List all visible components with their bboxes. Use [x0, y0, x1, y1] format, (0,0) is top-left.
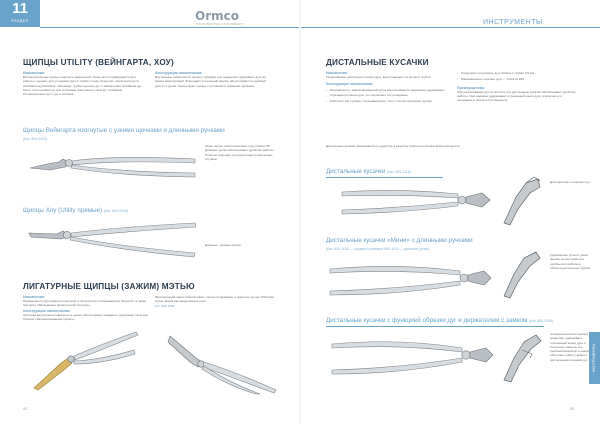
distal-cutter-3-title	[326, 317, 553, 324]
distal-cutter-3-image	[330, 330, 495, 380]
distal-cutter-1-title	[326, 168, 411, 175]
mathieu-design-text: Зубчатая внутренняя поверхность щечек обеспечивает надежное удержание лигатуры. Хорошо сбалансированная рукоять.	[23, 312, 149, 321]
mathieu-purpose-text: Применяются для захвата эластиков и лигатур при лигировании на брекетах, а также быстрого обвязывания проволочной лигатуры.	[23, 299, 147, 308]
mathieu-extra-text: Фиксирующий замок обеспечивает легкое открывание и закрытие щечек. Работает в руке врача как продолжение руки.	[155, 295, 275, 304]
mathieu-design-label: Конструкция наконечника:	[23, 308, 71, 313]
hou-pliers-caption: Длинные, прямые щечки.	[205, 243, 242, 247]
brand-tagline: YOUR PRACTICE. OUR PRIORITY.	[196, 22, 245, 26]
distal-cutter-2-image	[328, 255, 493, 303]
hou-pliers-image	[25, 217, 200, 262]
distal-cutter-1-closeup	[502, 175, 542, 225]
mathieu-pliers-title: ЛИГАТУРНЫЕ ЩИПЦЫ (ЗАЖИМ) МЭТЬЮ	[23, 282, 195, 291]
utility-design-label: Конструкция наконечника:	[155, 71, 203, 75]
utility-purpose-block	[23, 71, 145, 96]
section-number-caption: РАЗДЕЛ	[11, 18, 29, 23]
distal-left-column	[326, 71, 448, 103]
distal-cutter-1-caption: Для коротких и широких дуг.	[550, 180, 591, 184]
brand-logo: Ormco	[195, 9, 239, 23]
section-number-tab	[0, 0, 40, 27]
weingart-pliers-caption: Узкие щечки, расположенные под углом в 45°. Длинные ручки обеспечивают удобство работы. Отлично подходят для различных клинических случаев.	[205, 144, 275, 161]
utility-purpose-label: Назначение:	[23, 71, 46, 75]
distal-design-bullet: • Работают как с ранее откусывающими, так и с более крупными дугами.	[326, 99, 448, 103]
distal-design-list-left	[326, 88, 448, 103]
page-fold	[299, 0, 301, 424]
distal-design-bullet: • Максимальное сечение дуги — 0,021×0,025.	[457, 77, 577, 81]
header-rule-right	[301, 27, 600, 28]
side-section-tab: ИНСТРУМЕНТЫ	[589, 332, 600, 384]
distal-cutter-3-closeup	[502, 330, 544, 382]
distal-design-label: Конструкция наконечника:	[326, 82, 374, 87]
header-rule-left	[40, 27, 299, 28]
distal-design-bullet: • Безопасность: зафиксированный кусок обеспечивается надежным удержанием отрезанного конца дуги, что исключает его попадание.	[326, 88, 448, 97]
utility-pliers-title: ЩИПЦЫ UTILITY (ВЕЙНГАРТА, ХОУ)	[23, 58, 174, 67]
hou-pliers-title	[23, 207, 128, 214]
distal-cutter-2-ref: (Кат. 800-1118 — среднего размера 800-1119 — длинные ручки)	[326, 247, 430, 251]
weingart-pliers-title	[23, 127, 225, 134]
distal-cutter-2-closeup	[502, 248, 542, 298]
distal-design-list-right	[457, 71, 577, 82]
distal-cutter-1-image	[340, 180, 495, 220]
utility-design-text: Внутренние поверхности щечек с зубцами для надежного удержания дуги во время манипуляций. Благодаря утонченной форме обеспечивается удобный доступ к дугам. Существуют щипцы с угловыми и прямыми щечками.	[155, 75, 266, 88]
distal-cutter-1-rule	[326, 177, 443, 178]
mathieu-purpose-block	[23, 295, 150, 321]
distal-note: Дистальные кусачки различаются по удобству и качеству работы в клинике врача-ортодонта.	[326, 144, 461, 148]
mathieu-pliers-silver-image	[168, 332, 278, 394]
distal-cutter-2-ref-line	[326, 245, 429, 252]
distal-purpose-text: Укорачивание дистального конца дуги, выступающего из щечных трубок.	[326, 75, 432, 79]
mathieu-purpose-label: Назначение:	[23, 295, 46, 299]
hou-pliers-ref: (Кат. 800-0349)	[103, 209, 129, 213]
page-number-left: 92	[23, 406, 28, 411]
distal-right-column	[457, 71, 577, 102]
page-number-right: 93	[570, 406, 575, 411]
distal-cutter-2-title: Дистальные кусачки «Мини» с длинными ручками	[326, 237, 473, 244]
distal-cutter-1-name: Дистальные кусачки	[326, 168, 386, 175]
mathieu-extra-block	[155, 295, 275, 308]
mathieu-ref: Кат. 800-1858	[155, 303, 175, 308]
weingart-pliers-ref: (Кат. 800-0423)	[23, 137, 48, 141]
distal-cutter-3-ref: (Кат. 800-0306)	[529, 319, 554, 323]
utility-design-block	[155, 71, 275, 88]
weingart-pliers-ref-line	[23, 135, 47, 142]
utility-purpose-text: Вспомогательные щипцы широкого назначения. Чаще всего применяются для работы с дугами: для установки дуги в трубки и пазы брекетов, извлечения дуги, изгибания дуги вблизи, например, трубок щечных дуг и завершения изгибания дуг. Могут использоваться для установки эластиков и лигатур, изгибания интраоральных дуг и дуг в клинике.	[23, 75, 143, 97]
distal-design-bullet: • Позволяют откусывать дугу вблизи к трубке 0,5 мм.	[457, 71, 577, 75]
distal-cutter-3-rule	[326, 326, 544, 327]
section-number: 11	[12, 0, 28, 17]
distal-cutter-2-caption: Удлиненные ручки и узкая форма щечек наиболее удобны для работы в области дистальных трубок.	[550, 253, 591, 270]
distal-purpose-label: Назначение:	[326, 71, 349, 75]
distal-cutter-3-caption: Специальная конструкция позволяет удерживать отрезанный конец дуги и безопасно извлечь его. Удобный фиксатор и замок облегчают работу врача с дистальными концами дуг.	[550, 332, 590, 362]
mathieu-pliers-gold-image	[30, 330, 140, 390]
distal-cutter-1-ref: (Кат. 800-1116)	[387, 170, 411, 174]
weingart-pliers-image	[25, 146, 200, 186]
hou-pliers-name: Щипцы Хоу (Utility прямые)	[23, 207, 103, 214]
weingart-pliers-name: Щипцы Вейнгарта изогнутые с узкими щечками и длинными ручками	[23, 127, 225, 134]
distal-advantages-text: При укорачивании дуги в полости рта дистальные кусачки обеспечивают удобство работы. Они надежно удерживают отрезанный конец дуги, исключая его попадание в полость рта пациента.	[457, 89, 576, 103]
section-header-title: ИНСТРУМЕНТЫ	[483, 19, 543, 26]
distal-cutters-title: ДИСТАЛЬНЫЕ КУСАЧКИ	[326, 58, 429, 67]
distal-advantages-label: Преимущества:	[457, 85, 485, 90]
distal-cutter-3-name: Дистальные кусачки с функцией обрезки дуг и держателем с замком	[326, 317, 528, 324]
